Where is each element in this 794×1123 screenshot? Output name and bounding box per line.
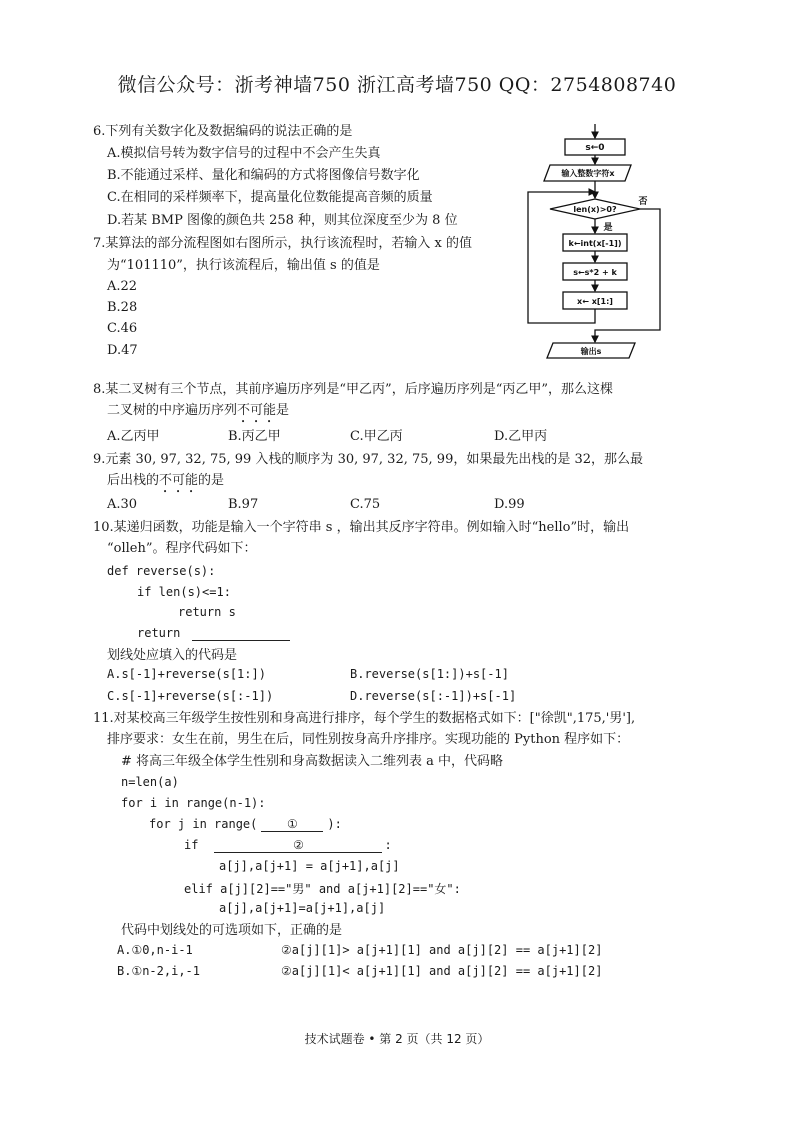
q10-code-line1: def reverse(s): xyxy=(107,564,216,578)
q11-option-b-part2: ②a[j][1]< a[j+1][1] and a[j][2] == a[j+1][2] xyxy=(281,964,603,978)
q11-code-colon: : xyxy=(384,838,392,852)
q10-option-a: A.s[-1]+reverse(s[1:]) xyxy=(107,667,266,681)
page-header: 微信公众号：浙考神墙750 浙江高考墙750 QQ：2754808740 xyxy=(117,74,677,96)
q8-option-a: A.乙丙甲 xyxy=(107,429,160,444)
q6-option-a: A.模拟信号转为数字信号的过程中不会产生失真 xyxy=(107,146,381,161)
flow-no-label: 否 xyxy=(638,197,648,207)
q8-stem-pre: 二叉树的中序遍历序列 xyxy=(107,403,238,418)
q11-code-for-j: for j in range( xyxy=(149,817,258,831)
flow-input-text: 输入整数字符x xyxy=(561,169,615,178)
q8-stem-post: 是 xyxy=(276,403,290,418)
page-footer: 技术试题卷 • 第 2 页（共 12 页） xyxy=(304,1032,490,1046)
q9-stem-emphasis: 不可能 xyxy=(159,473,199,488)
flow-cond-text: len(x)>0? xyxy=(573,205,617,214)
q9-stem-pre: 后出栈的 xyxy=(107,473,160,488)
flow-yes-label: 是 xyxy=(603,223,613,233)
q7-stem-line2: 为“101110”，执行该流程后，输出值 s 的值是 xyxy=(107,258,380,273)
q9-stem-line1: 9.元素 30, 97, 32, 75, 99 入栈的顺序为 30, 97, 32, 75, 99，如果最先出栈的是 32，那么最 xyxy=(93,452,644,467)
q8-option-b: B.丙乙甲 xyxy=(228,429,281,444)
q8-stem-line2 xyxy=(107,402,289,426)
flow-step1-text: k←int(x[-1]) xyxy=(568,239,622,248)
q9-stem-post: 的是 xyxy=(198,473,225,488)
q11-code-swap1: a[j],a[j+1] = a[j+1],a[j] xyxy=(219,859,400,873)
q7-option-d: D.47 xyxy=(107,343,138,358)
q10-option-c: C.s[-1]+reverse(s[:-1]) xyxy=(107,689,274,703)
q6-option-c: C.在相同的采样频率下，提高量化位数能提高音频的质量 xyxy=(107,190,433,205)
q11-option-b-part1: B.①n-2,i,-1 xyxy=(117,964,201,978)
q9-option-a: A.30 xyxy=(107,497,138,512)
q6-option-d: D.若某 BMP 图像的颜色共 258 种，则其位深度至少为 8 位 xyxy=(107,213,458,228)
flow-step3-text: x← x[1:] xyxy=(577,297,613,306)
q11-code-elif: elif a[j][2]=="男" and a[j+1][2]=="女": xyxy=(184,882,461,896)
flow-step2-text: s←s*2 + k xyxy=(573,268,617,277)
q8-stem-line1: 8.某二叉树有三个节点，其前序遍历序列是“甲乙丙”，后序遍历序列是“丙乙甲”，那么这棵 xyxy=(93,382,613,397)
q7-option-c: C.46 xyxy=(107,321,138,336)
q11-stem-line1: 11.对某校高三年级学生按性别和身高进行排序，每个学生的数据格式如下：["徐凯",175,'男'], xyxy=(93,711,636,726)
q10-answer-blank xyxy=(192,626,290,641)
q11-option-a-part1: A.①0,n-i-1 xyxy=(117,943,193,957)
q9-option-d: D.99 xyxy=(494,497,525,512)
q8-option-d: D.乙甲丙 xyxy=(494,429,548,444)
q11-code-outer-loop: for i in range(n-1): xyxy=(121,796,266,810)
q10-stem-line1: 10.某递归函数，功能是输入一个字符串 s ，输出其反序字符串。例如输入时“hello”时，输出 xyxy=(93,520,630,535)
q7-option-b: B.28 xyxy=(107,300,138,315)
q11-code-if-kw: if xyxy=(184,838,199,852)
q11-code-close: ): xyxy=(327,817,342,831)
q9-option-c: C.75 xyxy=(350,497,381,512)
q11-code-comment: # 将高三年级全体学生性别和身高数据读入二维列表 a 中，代码略 xyxy=(121,754,504,769)
q6-option-b: B.不能通过采样、量化和编码的方式将图像信号数字化 xyxy=(107,168,420,183)
q11-option-a-part2: ②a[j][1]> a[j+1][1] and a[j][2] == a[j+1][2] xyxy=(281,943,603,957)
q10-prompt: 划线处应填入的代码是 xyxy=(107,648,238,663)
q11-code-if xyxy=(184,838,392,853)
q11-prompt: 代码中划线处的可选项如下，正确的是 xyxy=(121,923,343,938)
q7-option-a: A.22 xyxy=(107,279,138,294)
q10-code-line2: if len(s)<=1: xyxy=(137,585,231,599)
q8-stem-emphasis: 不可能 xyxy=(237,403,277,418)
q6-stem: 6.下列有关数字化及数据编码的说法正确的是 xyxy=(93,124,353,139)
q10-option-d: D.reverse(s[:-1])+s[-1] xyxy=(350,689,517,703)
flowchart xyxy=(515,118,675,376)
q9-stem-line2 xyxy=(107,472,224,496)
q10-code-line3: return s xyxy=(178,605,236,619)
q11-code-n: n=len(a) xyxy=(121,775,179,789)
flow-init-text: s←0 xyxy=(585,143,605,153)
q11-blank1: ① xyxy=(261,817,323,832)
q9-option-b: B.97 xyxy=(228,497,259,512)
q11-blank2: ② xyxy=(214,838,382,853)
q8-option-c: C.甲乙丙 xyxy=(350,429,403,444)
flow-output-text: 输出s xyxy=(580,347,602,356)
q11-code-swap2: a[j],a[j+1]=a[j+1],a[j] xyxy=(219,901,386,915)
q10-code-return: return xyxy=(137,626,181,640)
q10-stem-line2: “olleh”。程序代码如下： xyxy=(107,541,257,556)
q11-stem-line2: 排序要求：女生在前，男生在后，同性别按身高升序排序。实现功能的 Python 程序如下： xyxy=(107,732,630,747)
q10-code-line4 xyxy=(137,626,290,641)
q11-code-inner-loop xyxy=(149,817,342,832)
q10-option-b: B.reverse(s[1:])+s[-1] xyxy=(350,667,509,681)
q7-stem-line1: 7.某算法的部分流程图如右图所示，执行该流程时，若输入 x 的值 xyxy=(93,236,472,251)
